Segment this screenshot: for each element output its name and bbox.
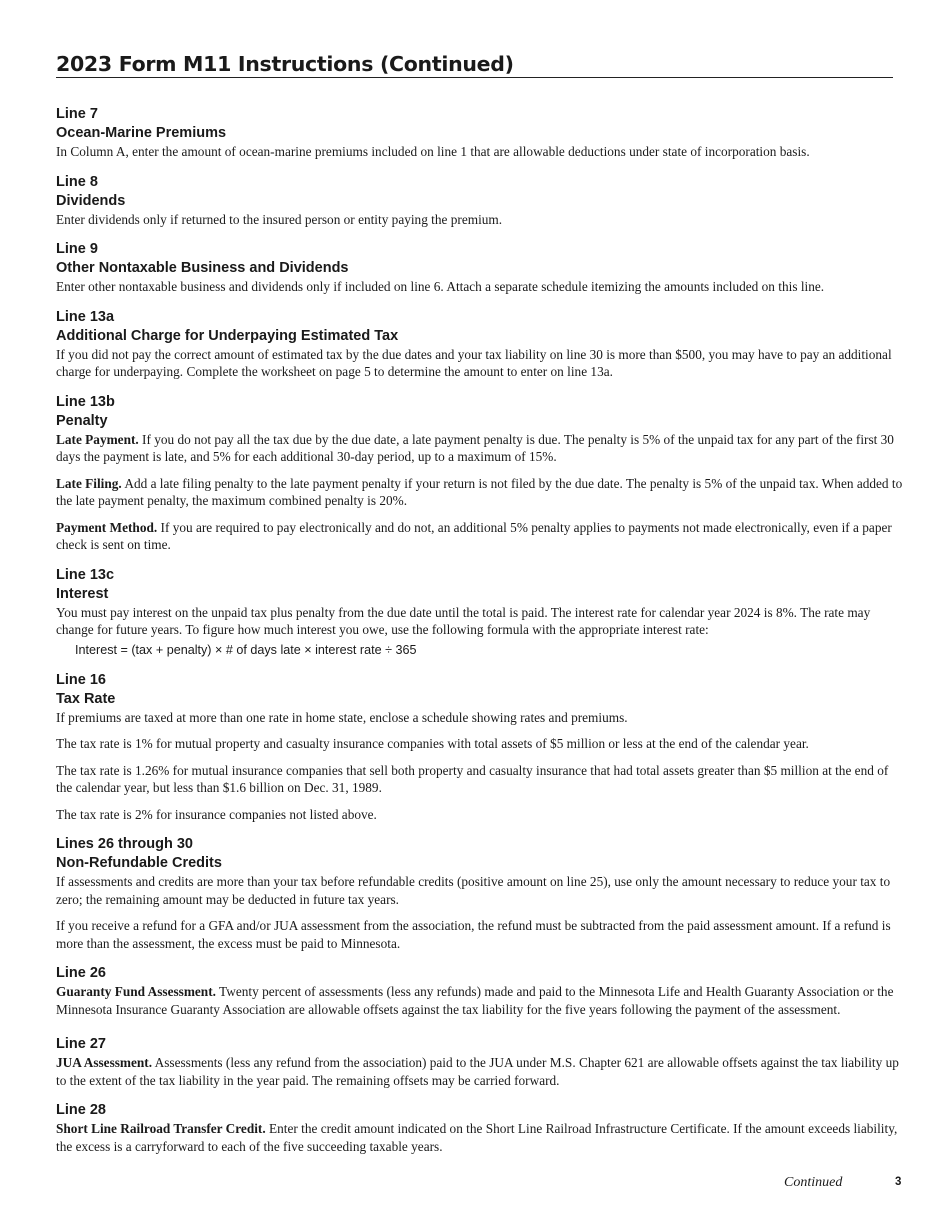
- line-label: Line 7: [56, 106, 98, 122]
- line-label: Line 9: [56, 241, 98, 257]
- section-heading: Non-Refundable Credits: [56, 855, 222, 871]
- paragraph: [56, 1120, 906, 1155]
- paragraph-lead: Guaranty Fund Assessment.: [56, 984, 216, 999]
- section-line-7: [56, 105, 906, 161]
- section-heading: Ocean-Marine Premiums: [56, 125, 227, 141]
- paragraph: You must pay interest on the unpaid tax plus penalty from the due date until the total is paid. The interest rate for calendar year 2024 is 8%. The rate may change for future years. To figure how much interest you owe, use the following formula with the appropriate interest rate:: [56, 604, 871, 637]
- paragraph: In Column A, enter the amount of ocean-marine premiums included on line 1 that are allowable deductions under state of incorporation basis.: [56, 144, 810, 159]
- document-page: [56, 52, 906, 1155]
- paragraph: If assessments and credits are more than your tax before refundable credits (positive amount on line 25), use only the amount necessary to reduce your tax to zero; the remaining amount may be deducted in future tax years.: [56, 874, 891, 907]
- paragraph-lead: Short Line Railroad Transfer Credit.: [56, 1121, 266, 1136]
- paragraph-lead: Late Payment.: [56, 431, 139, 447]
- section-heading: Dividends: [56, 192, 126, 209]
- section-line-13b: [56, 393, 906, 554]
- line-label: Line 26: [56, 965, 106, 981]
- paragraph-lead: JUA Assessment.: [56, 1055, 153, 1070]
- paragraph: [56, 475, 906, 510]
- line-label: Line 16: [56, 671, 106, 688]
- paragraph: [56, 431, 906, 466]
- line-label: Line 27: [56, 1036, 106, 1052]
- line-label: Line 13a: [56, 308, 115, 325]
- section-line-28: [56, 1101, 906, 1155]
- paragraph-lead: Late Filing.: [56, 475, 122, 491]
- paragraph: If premiums are taxed at more than one rate in home state, enclose a schedule showing rates and premiums.: [56, 709, 628, 725]
- page-title: 2023 Form M11 Instructions (Continued): [56, 52, 893, 78]
- section-line-13c: [56, 566, 906, 659]
- line-label: Line 13c: [56, 566, 115, 583]
- section-line-13a: [56, 308, 906, 381]
- paragraph: [56, 1054, 906, 1089]
- line-label: Line 8: [56, 173, 98, 190]
- section-line-27: [56, 1035, 906, 1089]
- paragraph: The tax rate is 2% for insurance companies not listed above.: [56, 806, 377, 822]
- section-heading: Additional Charge for Underpaying Estimated Tax: [56, 327, 399, 344]
- paragraph: If you receive a refund for a GFA and/or JUA assessment from the association, the refund must be subtracted from the paid assessment amount. If a refund is more than the assessment, the excess must be paid to Minnesota.: [56, 918, 891, 951]
- page-footer: [0, 1175, 950, 1193]
- line-label: Line 13b: [56, 393, 115, 410]
- paragraph-text: Assessments (less any refund from the association) paid to the JUA under M.S. Chapter 621 are allowable offsets against the tax liability up to the extent of the tax liability in the year paid. The remaining offsets may be carried forward.: [56, 1055, 899, 1088]
- section-heading: Tax Rate: [56, 690, 116, 707]
- paragraph-text: If you are required to pay electronically and do not, an additional 5% penalty applies to payments not made electronically, even if a paper check is sent on time.: [56, 519, 892, 552]
- continued-label: Continued: [784, 1175, 843, 1190]
- paragraph: If you did not pay the correct amount of estimated tax by the due dates and your tax liability on line 30 is more than $500, you may have to pay an additional charge for underpaying. Complete the worksheet on page 5 to determine the amount to enter on line 13a.: [56, 346, 892, 379]
- line-label: Line 28: [56, 1102, 106, 1118]
- section-line-8: [56, 173, 906, 229]
- section-lines-26-30: [56, 835, 906, 952]
- section-line-9: [56, 240, 906, 296]
- paragraph: [56, 519, 906, 554]
- paragraph-lead: Payment Method.: [56, 519, 158, 535]
- section-line-16: [56, 671, 906, 824]
- section-heading: Interest: [56, 585, 109, 602]
- paragraph: Enter other nontaxable business and dividends only if included on line 6. Attach a separate schedule itemizing the amounts included on this line.: [56, 279, 825, 294]
- interest-formula: Interest = (tax + penalty) × # of days late × interest rate ÷ 365: [75, 642, 417, 657]
- page-number: 3: [895, 1176, 902, 1188]
- paragraph-text: Enter the credit amount indicated on the Short Line Railroad Infrastructure Certificate. If the amount exceeds liability, the excess is a carryforward to each of the five succeeding taxable years.: [56, 1121, 898, 1154]
- paragraph-text: Twenty percent of assessments (less any refunds) made and paid to the Minnesota Life and Health Guaranty Association or the Minnesota Insurance Guaranty Association are allowable offsets against the tax liability for the five years following the payment of the assessment.: [56, 984, 894, 1017]
- line-label: Lines 26 through 30: [56, 836, 193, 852]
- section-heading: Penalty: [56, 412, 108, 429]
- section-heading: Other Nontaxable Business and Dividends: [56, 260, 349, 276]
- paragraph: The tax rate is 1.26% for mutual insurance companies that sell both property and casualty insurance that had total assets greater than $5 million at the end of the calendar year, but less than $1.6 billion on Dec. 31, 1989.: [56, 762, 889, 795]
- paragraph: [56, 983, 906, 1018]
- paragraph-text: Add a late filing penalty to the late payment penalty if your return is not filed by the due date. The penalty is 5% of the unpaid tax. When added to the late payment penalty, the maximum combined penalty is 20%.: [56, 475, 903, 508]
- section-line-26: [56, 964, 906, 1018]
- paragraph: The tax rate is 1% for mutual property and casualty insurance companies with total assets of $5 million or less at the end of the calendar year.: [56, 736, 809, 751]
- paragraph: Enter dividends only if returned to the insured person or entity paying the premium.: [56, 211, 503, 227]
- paragraph-text: If you do not pay all the tax due by the due date, a late payment penalty is due. The penalty is 5% of the unpaid tax for any part of the first 30 days the payment is late, and 5% for each additional 30-day period, up to a maximum of 15%.: [56, 431, 894, 464]
